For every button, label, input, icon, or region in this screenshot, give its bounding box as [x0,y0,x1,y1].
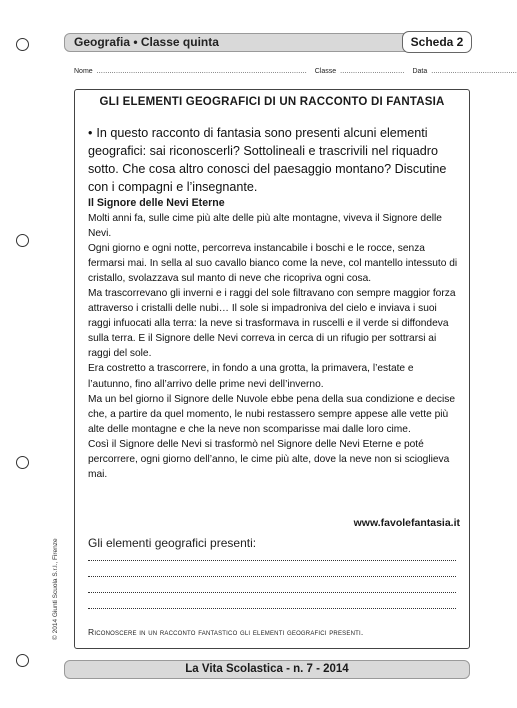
date-label: Data [412,68,428,75]
binder-hole-1 [16,38,29,51]
answer-line-3[interactable] [88,592,456,593]
story-paragraph: Molti anni fa, sulle cime più alte delle più alte montagne, viveva il Signore delle Nevi. [88,213,442,240]
exercise-label: Gli elementi geografici presenti: [88,536,257,550]
learning-objective: Riconoscere in un racconto fantastico gli elementi geografici presenti. [88,627,364,637]
story-paragraph: Ogni giorno e ogni notte, percorreva instancabile i boschi e le rocce, senza fermarsi mai. In sella al suo cavallo bianco come la neve, col mantello intessuto di cristallo, svolazzava sul manto di neve che ricopriva ogni cosa. [88,243,458,285]
answer-line-4[interactable] [88,608,456,609]
answer-line-2[interactable] [88,576,456,577]
class-field[interactable]: .............................. [340,68,405,75]
story-text [88,211,460,482]
sheet-badge: Scheda 2 [402,31,472,53]
answer-line-1[interactable] [88,560,456,561]
subject-title: Geografia • Classe quinta [74,35,219,49]
bullet-icon: • [88,126,93,140]
instructions [88,124,464,196]
class-label: Classe [314,68,337,75]
student-fields [74,68,517,75]
story-paragraph: Era costretto a trascorrere, in fondo a una grotta, la primavera, l’estate e l’autunno, fino all’arrivo delle prime nevi dell’inverno. [88,363,414,390]
binder-hole-3 [16,456,29,469]
instructions-text: In questo racconto di fantasia sono presenti alcuni elementi geografici: sai riconoscerli? Sottolineali e trascrivili nel riquadro sotto. Che cosa altro conosci del paesaggio montano? Discutine con i compagni e l’insegnante. [88,126,447,194]
story-paragraph: Ma un bel giorno il Signore delle Nuvole ebbe pena della sua condizione e decise che, a partire da quel momento, le nubi restassero sempre appese alle vette più alte delle montagne e che la neve non scomparisse mai dalle loro cime. [88,393,455,435]
date-field[interactable]: ........................................ [431,68,517,75]
binder-hole-2 [16,234,29,247]
worksheet-title: GLI ELEMENTI GEOGRAFICI DI UN RACCONTO DI FANTASIA [99,96,445,108]
source-link: www.favolefantasia.it [353,517,460,529]
story-paragraph: Così il Signore delle Nevi si trasformò nel Signore delle Nevi Eterne e poté percorrere, ogni giorno dell’anno, le cime più alte, dove la neve non si scioglieva mai. [88,438,450,480]
name-label: Nome [74,68,93,75]
name-field[interactable]: .................................................................................................. [96,68,307,75]
story-title: Il Signore delle Nevi Eterne [88,197,225,209]
copyright-notice: © 2014 Giunti Scuola S.r.l., Firenze [52,538,59,640]
binder-hole-4 [16,654,29,667]
story-paragraph: Ma trascorrevano gli inverni e i raggi del sole filtravano con sempre maggior forza attraverso i cristalli delle nubi… Il sole si impadroniva del cielo e inviava i suoi raggi infuocati alla terra: la neve si trasformava in ruscelli e il verde si diffondeva sulla terra. E il Signore delle Nevi correva in cerca di un rifugio per sottrarsi ai raggi del sole. [88,288,456,360]
footer-bar: La Vita Scolastica - n. 7 - 2014 [64,660,470,679]
